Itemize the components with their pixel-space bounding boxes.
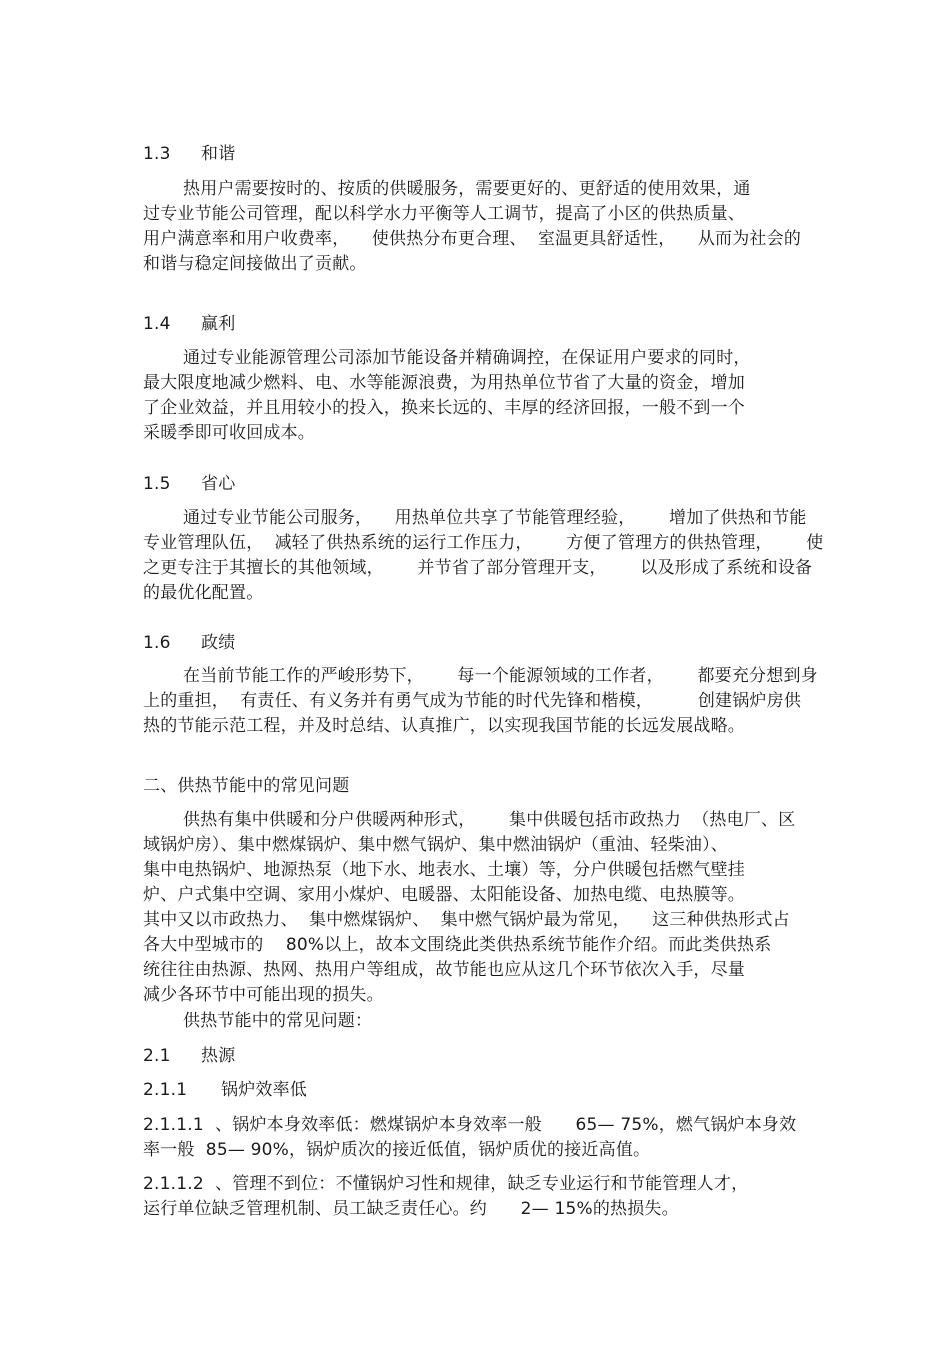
paragraph-line: 通过专业能源管理公司添加节能设备并精确调控，在保证用户要求的同时， xyxy=(183,348,751,368)
paragraph-line: 炉、户式集中空调、家用小煤炉、电暖器、太阳能设备、加热电缆、电热膜等。 xyxy=(143,885,745,905)
paragraph-line: 供热有集中供暖和分户供暖两种形式， 集中供暖包括市政热力 （热电厂、区 xyxy=(183,810,796,830)
paragraph-line: 的最优化配置。 xyxy=(143,583,264,603)
paragraph-line: 集中电热锅炉、地源热泵（地下水、地表水、土壤）等，分户供暖包括燃气壁挂 xyxy=(143,860,745,880)
paragraph-line: 各大中型城市的 80%以上，故本文围绕此类供热系统节能作介绍。而此类供热系 xyxy=(143,935,772,955)
paragraph-line: 2.1.1.2 、管理不到位：不懂锅炉习性和规律，缺乏专业运行和节能管理人才， xyxy=(143,1174,749,1194)
paragraph-line: 过专业节能公司管理，配以科学水力平衡等人工调节，提高了小区的供热质量、 xyxy=(143,204,745,224)
section-heading-1-3: 1.3 和谐 xyxy=(143,144,236,164)
paragraph-line: 热的节能示范工程，并及时总结、认真推广，以实现我国节能的长远发展战略。 xyxy=(143,716,745,736)
section-heading-2: 二、供热节能中的常见问题 xyxy=(143,776,350,796)
paragraph-line: 通过专业节能公司服务， 用热单位共享了节能管理经验， 增加了供热和节能 xyxy=(183,508,807,528)
section-heading-1-5: 1.5 省心 xyxy=(143,474,236,494)
paragraph-line: 最大限度地减少燃料、电、水等能源浪费，为用热单位节省了大量的资金，增加 xyxy=(143,373,745,393)
paragraph-line: 运行单位缺乏管理机制、员工缺乏责任心。约 2— 15%的热损失。 xyxy=(143,1199,679,1219)
paragraph-line: 热用户需要按时的、按质的供暖服务，需要更好的、更舒适的使用效果，通 xyxy=(183,179,751,199)
paragraph-line: 了企业效益，并且用较小的投入，换来长远的、丰厚的经济回报，一般不到一个 xyxy=(143,398,745,418)
paragraph-line: 采暖季即可收回成本。 xyxy=(143,423,315,443)
paragraph-line: 域锅炉房）、集中燃煤锅炉、集中燃气锅炉、集中燃油锅炉（重油、轻柴油）、 xyxy=(143,835,728,855)
section-heading-2-1-1: 2.1.1 锅炉效率低 xyxy=(143,1080,307,1100)
paragraph-line: 其中又以市政热力、 集中燃煤锅炉、 集中燃气锅炉最为常见， 这三种供热形式占 xyxy=(143,910,790,930)
paragraph-line: 之更专注于其擅长的其他领域， 并节省了部分管理开支， 以及形成了系统和设备 xyxy=(143,558,813,578)
paragraph-line: 在当前节能工作的严峻形势下， 每一个能源领域的工作者， 都要充分想到身 xyxy=(183,666,818,686)
paragraph-line: 率一般 85— 90%，锅炉质次的接近低值，锅炉质优的接近高值。 xyxy=(143,1140,651,1160)
paragraph-line: 用户满意率和用户收费率， 使供热分布更合理、 室温更具舒适性， 从而为社会的 xyxy=(143,229,802,249)
paragraph-line: 专业管理队伍， 减轻了供热系统的运行工作压力， 方便了管理方的供热管理， 使 xyxy=(143,533,824,553)
subheading-common-problems: 供热节能中的常见问题： xyxy=(183,1011,373,1031)
paragraph-line: 减少各环节中可能出现的损失。 xyxy=(143,985,384,1005)
section-heading-1-4: 1.4 赢利 xyxy=(143,314,236,334)
section-heading-2-1: 2.1 热源 xyxy=(143,1046,236,1066)
paragraph-line: 统往往由热源、热网、热用户等组成，故节能也应从这几个环节依次入手，尽量 xyxy=(143,960,745,980)
section-heading-1-6: 1.6 政绩 xyxy=(143,633,236,653)
paragraph-line: 2.1.1.1 、锅炉本身效率低：燃煤锅炉本身效率一般 65— 75%，燃气锅炉本身效 xyxy=(143,1115,797,1135)
paragraph-line: 和谐与稳定间接做出了贡献。 xyxy=(143,254,367,274)
paragraph-line: 上的重担， 有责任、有义务并有勇气成为节能的时代先锋和楷模， 创建锅炉房供 xyxy=(143,691,802,711)
